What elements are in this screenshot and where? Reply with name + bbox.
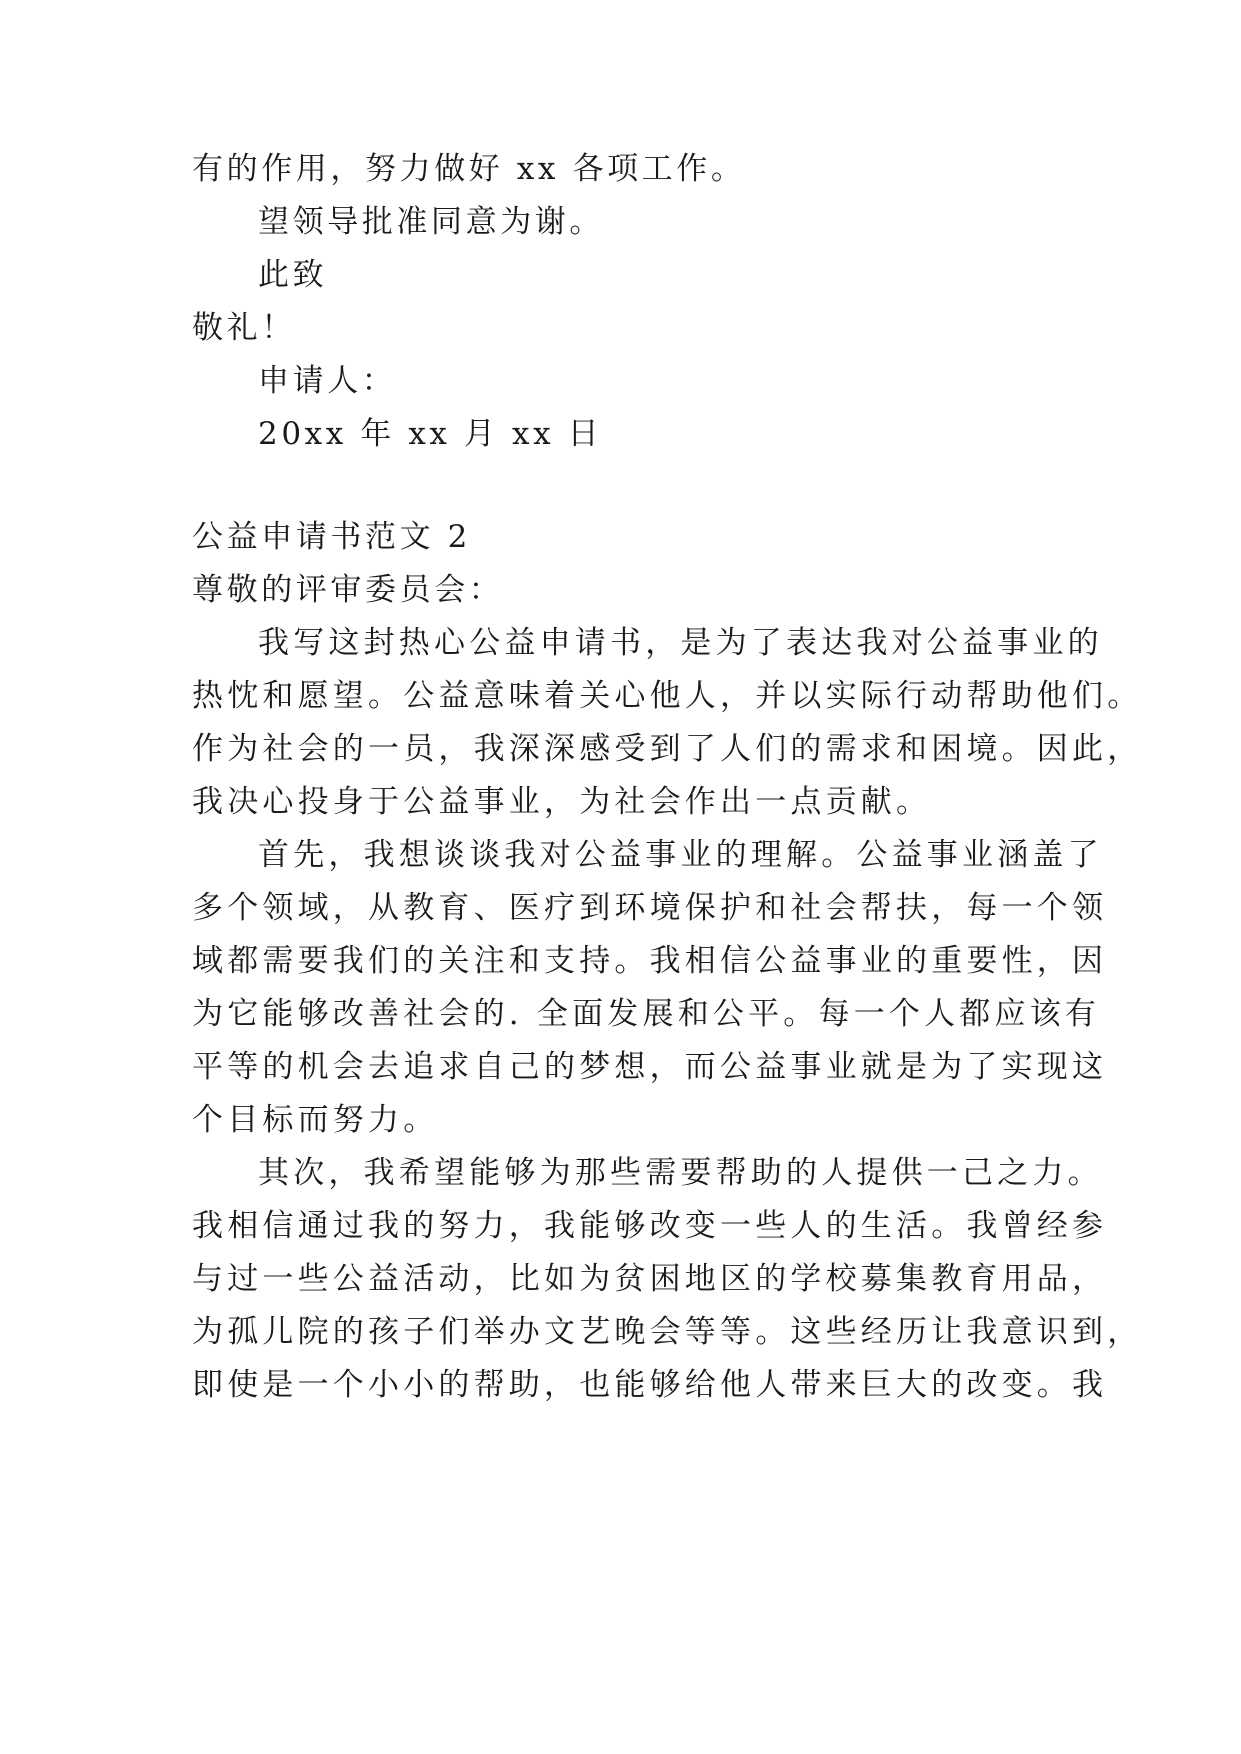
paragraph1-line: 我写这封热心公益申请书，是为了表达我对公益事业的 (258, 625, 1103, 661)
paragraph2-line: 多个领域，从教育、医疗到环境保护和社会帮扶，每一个领 (192, 890, 1108, 926)
paragraph3-line: 与过一些公益活动，比如为贫困地区的学校募集教育用品， (192, 1261, 1108, 1297)
paragraph3-line: 即使是一个小小的帮助，也能够给他人带来巨大的改变。我 (192, 1367, 1108, 1403)
closing-request: 望领导批准同意为谢。 (258, 204, 604, 240)
salutation: 尊敬的评审委员会： (192, 572, 504, 608)
paragraph2-line: 个目标而努力。 (192, 1102, 439, 1138)
paragraph3-line: 为孤儿院的孩子们举办文艺晚会等等。这些经历让我意识到， (192, 1314, 1143, 1350)
applicant-label: 申请人： (258, 363, 397, 399)
paragraph1-line: 作为社会的一员，我深深感受到了人们的需求和困境。因此， (192, 731, 1143, 767)
closing-respect: 敬礼！ (192, 310, 296, 346)
paragraph3-line: 其次，我希望能够为那些需要帮助的人提供一己之力。 (258, 1155, 1103, 1191)
continuation-line: 有的作用，努力做好 xx 各项工作。 (192, 151, 746, 187)
paragraph2-line: 为它能够改善社会的. 全面发展和公平。每一个人都应该有 (192, 996, 1101, 1032)
paragraph1-line: 我决心投身于公益事业，为社会作出一点贡献。 (192, 784, 932, 820)
paragraph2-line: 平等的机会去追求自己的梦想，而公益事业就是为了实现这 (192, 1049, 1108, 1085)
paragraph1-line: 热忱和愿望。公益意味着关心他人，并以实际行动帮助他们。 (192, 678, 1143, 714)
paragraph2-line: 域都需要我们的关注和支持。我相信公益事业的重要性，因 (192, 943, 1108, 979)
date-line: 20xx 年 xx 月 xx 日 (258, 416, 603, 452)
paragraph2-line: 首先，我想谈谈我对公益事业的理解。公益事业涵盖了 (258, 837, 1103, 873)
paragraph3-line: 我相信通过我的努力，我能够改变一些人的生活。我曾经参 (192, 1208, 1108, 1244)
closing-salutation: 此致 (258, 257, 328, 293)
section-title: 公益申请书范文 2 (192, 519, 471, 555)
